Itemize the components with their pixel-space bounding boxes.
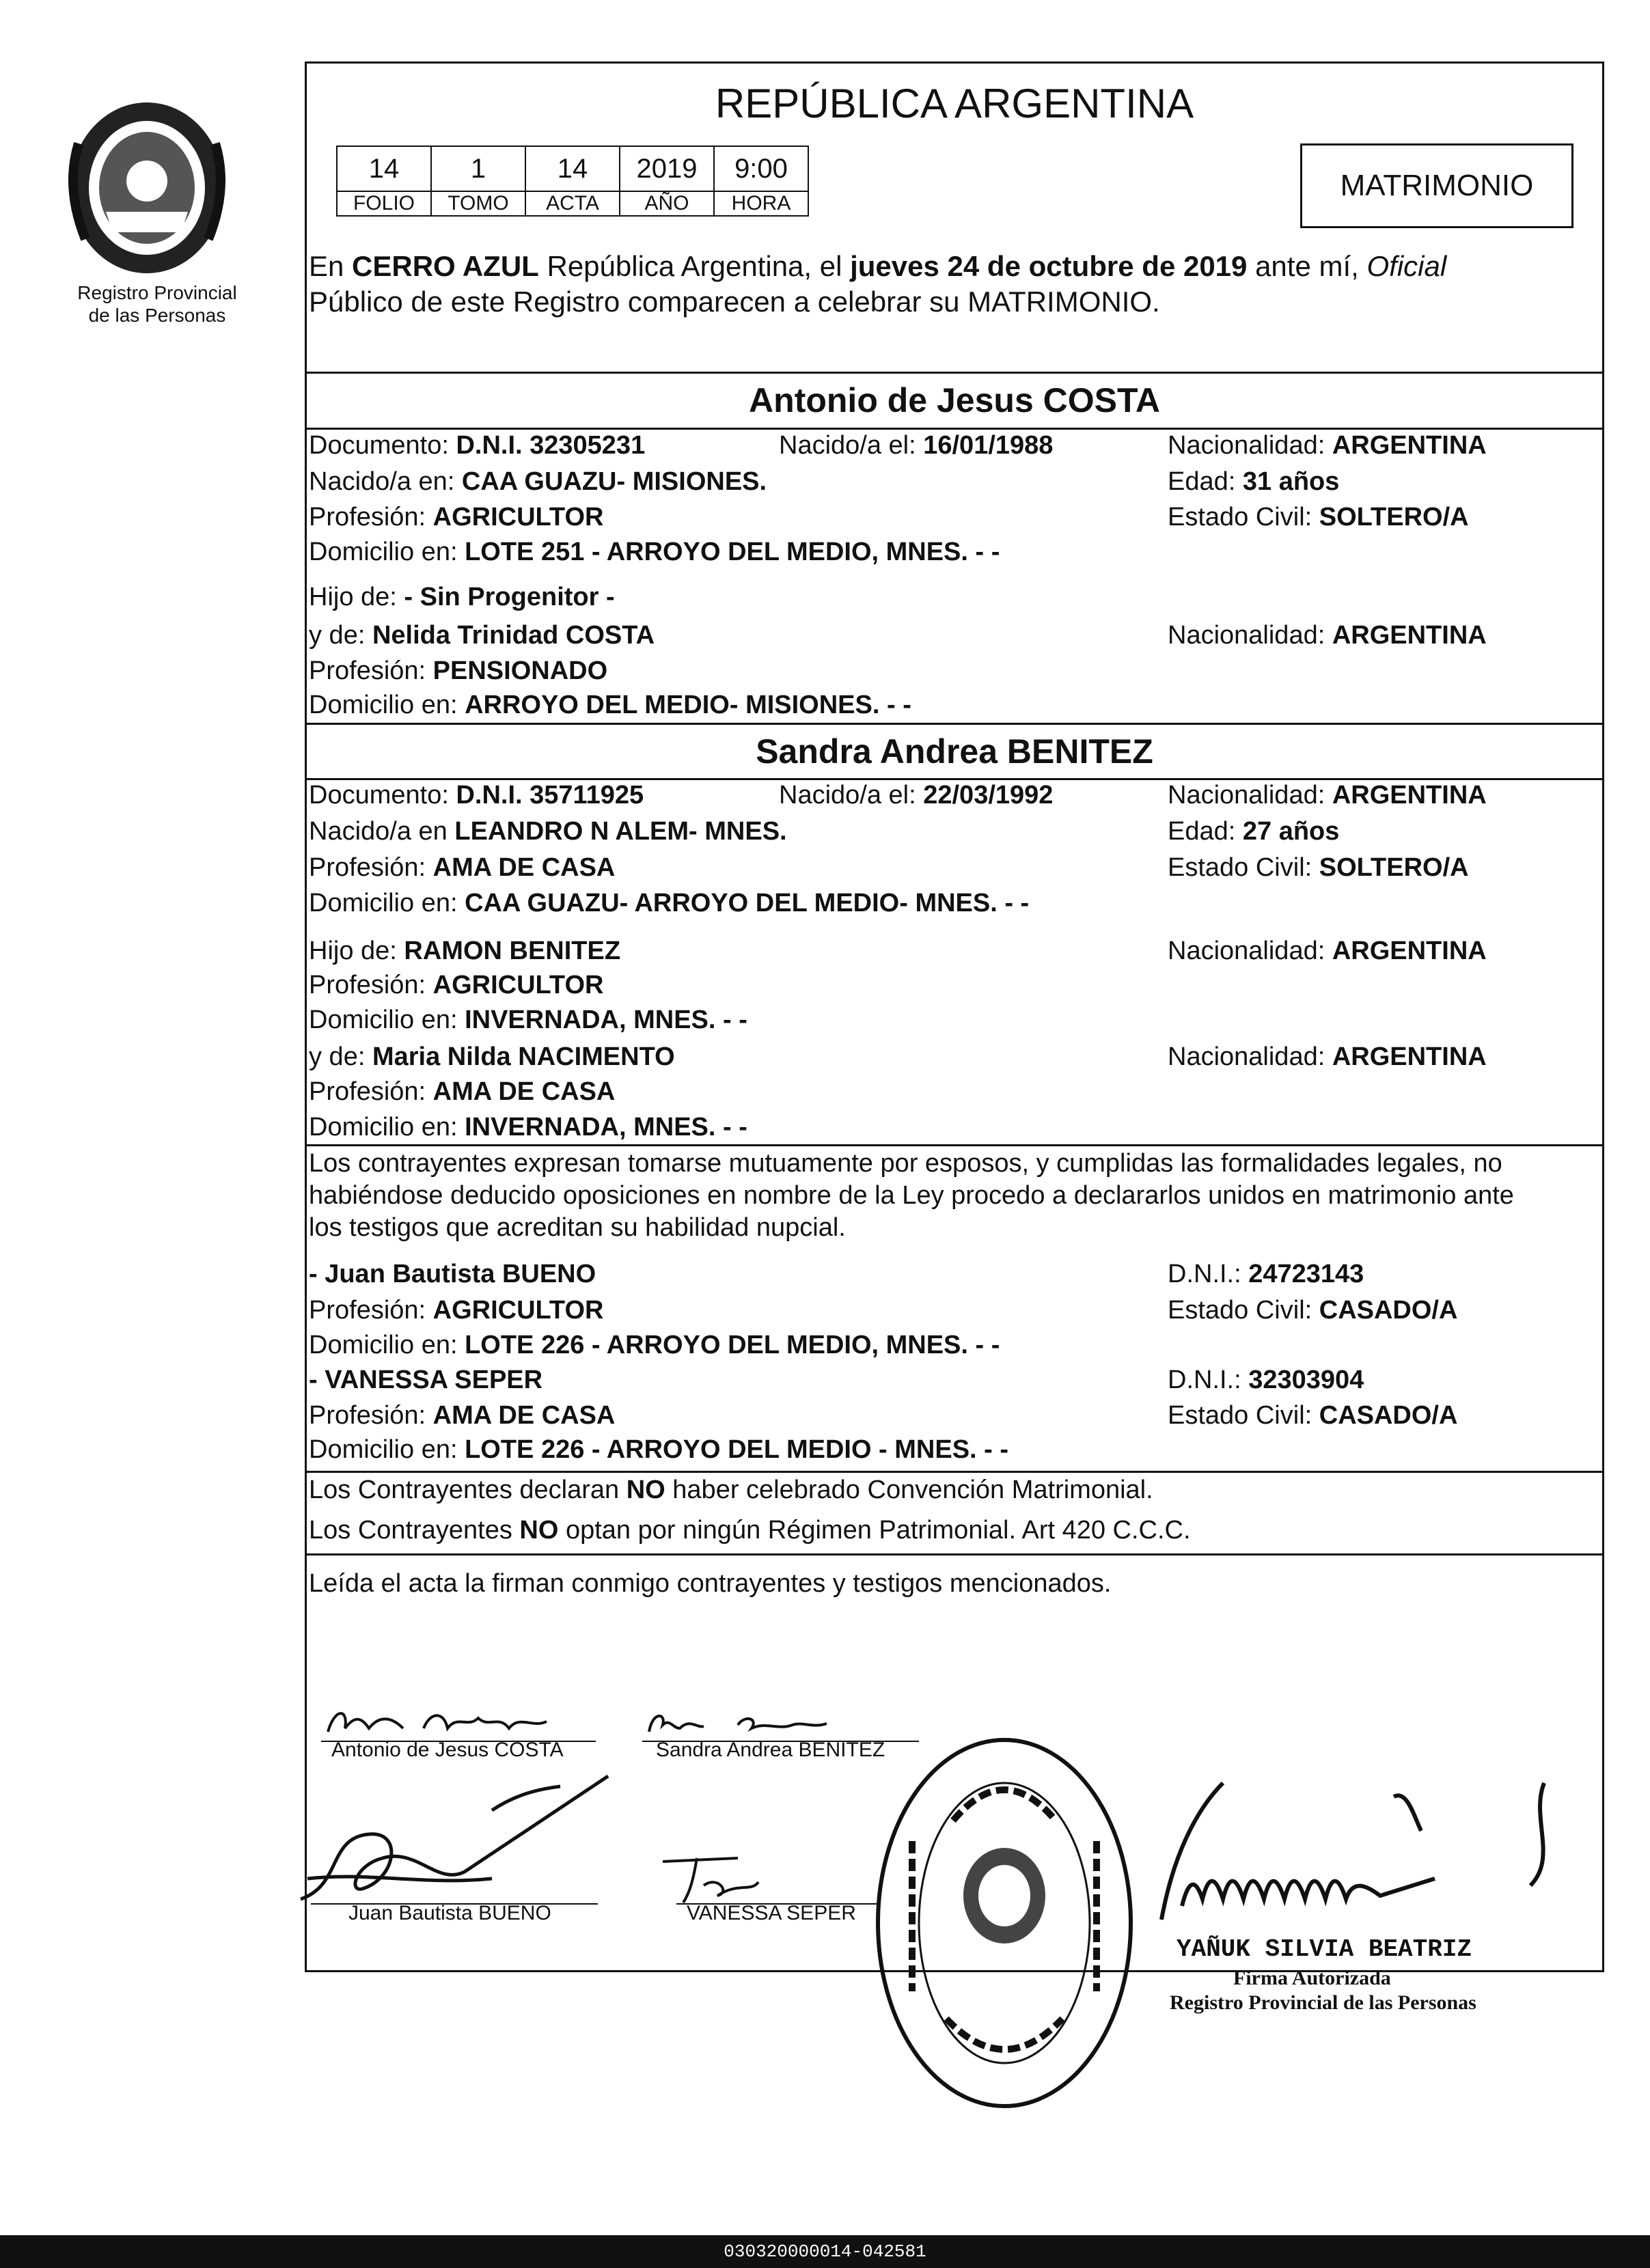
witness1-profession: [309, 1295, 603, 1325]
label: Nacido/a en: [309, 817, 455, 846]
value: AMA DE CASA: [432, 1077, 616, 1106]
spouse2-mother-address: [309, 1112, 747, 1142]
value: LOTE 226 - ARROYO DEL MEDIO, MNES. - -: [465, 1331, 1000, 1359]
value: RAMON BENITEZ: [404, 937, 621, 965]
intro-line1: [309, 249, 1446, 284]
divider: [305, 723, 1604, 725]
label: Domicilio en:: [309, 889, 465, 917]
label: Nacionalidad:: [1168, 431, 1332, 460]
spouse1-name: Antonio de Jesus COSTA: [749, 381, 1160, 419]
witness2-dni: [1168, 1365, 1364, 1395]
label: D.N.I.:: [1168, 1366, 1249, 1394]
label: y de:: [309, 621, 372, 650]
value: AMA DE CASA: [432, 1401, 616, 1430]
value: ARGENTINA: [1332, 937, 1487, 965]
value: INVERNADA, MNES. - -: [465, 1006, 747, 1034]
label: Profesión:: [309, 656, 433, 685]
label: Estado Civil:: [1168, 1401, 1319, 1430]
official-role: Firma Autorizada: [1233, 1967, 1391, 1989]
value: PENSIONADO: [432, 656, 608, 685]
intro-text: En: [309, 250, 353, 282]
divider: [305, 1553, 1604, 1555]
label: Hijo de:: [309, 937, 404, 965]
registry-seal-icon: [65, 96, 229, 280]
spouse2-father-nationality: [1168, 936, 1487, 966]
label: Estado Civil:: [1168, 1296, 1319, 1325]
label: Estado Civil:: [1168, 853, 1319, 882]
registry-caption-line2: de las Personas: [88, 305, 226, 326]
closing-statement: Leída el acta la firman conmigo contrayentes y testigos mencionados.: [309, 1569, 1112, 1598]
registry-caption-line1: Registro Provincial: [77, 282, 237, 303]
signature-official: [1148, 1776, 1585, 1933]
acta-label: ACTA: [525, 191, 620, 216]
acta-value: 14: [525, 146, 620, 191]
witness2-address: [309, 1435, 1008, 1465]
spouse1-mother-profession: [309, 656, 607, 686]
value: ARGENTINA: [1332, 781, 1487, 810]
label: Domicilio en:: [309, 1113, 465, 1142]
divider: [305, 1144, 1604, 1146]
signature-sandra: [642, 1704, 875, 1742]
witness1-name: - Juan Bautista BUENO: [309, 1260, 596, 1288]
spouse2-birthdate: [779, 780, 1053, 810]
spouse2-address: [309, 888, 1029, 918]
intro-place: CERRO AZUL: [352, 250, 539, 282]
value: ARGENTINA: [1332, 621, 1487, 650]
spouse2-mother: [309, 1042, 675, 1072]
spouse1-birthplace: [309, 467, 767, 497]
value: CASADO/A: [1319, 1401, 1458, 1430]
label: Domicilio en:: [309, 538, 465, 566]
value: D.N.I. 35711925: [456, 781, 644, 810]
value: LEANDRO N ALEM- MNES.: [454, 817, 787, 846]
label: Domicilio en:: [309, 1006, 465, 1034]
value: Nelida Trinidad COSTA: [372, 621, 655, 650]
folio-table: [336, 146, 809, 217]
label: Profesión:: [309, 1296, 433, 1325]
hora-label: HORA: [714, 191, 808, 216]
value: AMA DE CASA: [432, 853, 616, 882]
divider: [305, 1471, 1604, 1473]
value: 27 años: [1242, 817, 1340, 846]
official-stamp: [871, 1732, 1138, 2114]
intro-date: jueves 24 de octubre de 2019: [850, 250, 1248, 282]
spouse2-mother-profession: [309, 1077, 615, 1107]
spouse2-profession: [309, 853, 615, 883]
value: AGRICULTOR: [432, 1296, 604, 1325]
signature1-caption: Antonio de Jesus COSTA: [331, 1739, 564, 1761]
label: Nacionalidad:: [1168, 621, 1332, 650]
label: Estado Civil:: [1168, 503, 1319, 531]
intro-officer: Oficial: [1366, 250, 1447, 282]
intro-text: República Argentina, el: [538, 250, 851, 282]
spouse1-mother-nationality: [1168, 620, 1487, 650]
signature4-caption: VANESSA SEPER: [687, 1902, 856, 1924]
regime-line2: [309, 1515, 1191, 1545]
anio-label: AÑO: [620, 191, 714, 216]
anio-value: 2019: [620, 146, 714, 191]
label: Domicilio en:: [309, 1435, 465, 1464]
stamp-seal-icon: [871, 1732, 1138, 2114]
value: ARGENTINA: [1332, 1042, 1487, 1071]
folio-value: 14: [337, 146, 431, 191]
value: CAA GUAZU- ARROYO DEL MEDIO- MNES. - -: [465, 889, 1030, 917]
spouse1-mother-address: [309, 690, 911, 720]
label: Edad:: [1168, 817, 1243, 846]
folio-label: FOLIO: [337, 191, 431, 216]
label: Profesión:: [309, 1077, 433, 1106]
spouse1-documento: [309, 430, 645, 460]
spouse1-nationality: [1168, 430, 1487, 460]
value: CAA GUAZU- MISIONES.: [461, 467, 767, 496]
value: 24723143: [1248, 1260, 1364, 1288]
tomo-value: 1: [431, 146, 525, 191]
spouse2-age: [1168, 816, 1339, 846]
witness1-civil-status: [1168, 1295, 1457, 1325]
intro-text: ante mí,: [1247, 250, 1367, 282]
label: Nacionalidad:: [1168, 1042, 1332, 1071]
signature-antonio: [321, 1701, 594, 1742]
spouse2-nationality: [1168, 780, 1487, 810]
label: Profesión:: [309, 971, 433, 999]
tomo-label: TOMO: [431, 191, 525, 216]
label: Nacido/a el:: [779, 781, 924, 810]
label: Profesión:: [309, 503, 433, 531]
declaration-line1: Los contrayentes expresan tomarse mutuamente por esposos, y cumplidas las formalidades legales, no: [309, 1149, 1502, 1178]
spouse1-civil-status: [1168, 502, 1469, 532]
signature-bueno: [287, 1769, 615, 1906]
label: Nacionalidad:: [1168, 781, 1332, 810]
witness2-name: - VANESSA SEPER: [309, 1366, 543, 1394]
spouse1-profession: [309, 502, 603, 532]
official-org: Registro Provincial de las Personas: [1170, 1991, 1476, 2014]
value: 31 años: [1242, 467, 1340, 496]
text-emphasis: NO: [519, 1516, 559, 1545]
act-type-box: [1300, 143, 1573, 228]
value: Maria Nilda NACIMENTO: [372, 1042, 675, 1071]
label: Domicilio en:: [309, 1331, 465, 1359]
value: ARROYO DEL MEDIO- MISIONES. - -: [465, 691, 911, 719]
value: CASADO/A: [1319, 1296, 1458, 1325]
text-emphasis: NO: [626, 1476, 665, 1504]
value: 16/01/1988: [923, 431, 1054, 460]
declaration-line2: habiéndose deducido oposiciones en nombre de la Ley procedo a declararlos unidos en matrimonio ante: [309, 1181, 1514, 1210]
spouse2-birthplace: [309, 816, 787, 846]
signature3-caption: Juan Bautista BUENO: [348, 1902, 551, 1924]
signature-seper: [656, 1844, 793, 1906]
spouse1-father: [309, 582, 615, 612]
label: Nacionalidad:: [1168, 937, 1332, 965]
value: 22/03/1992: [923, 781, 1054, 810]
label: y de:: [309, 1042, 372, 1071]
value: - Sin Progenitor -: [404, 583, 615, 611]
divider: [305, 372, 1604, 374]
official-name: YAÑUK SILVIA BEATRIZ: [1177, 1935, 1472, 1963]
footer-code: 030320000014-042581: [0, 2235, 1650, 2268]
intro-line2: Público de este Registro comparecen a celebrar su MATRIMONIO.: [309, 286, 1160, 318]
spouse1-age: [1168, 467, 1339, 497]
witness1-address: [309, 1330, 1000, 1360]
label: Hijo de:: [309, 583, 404, 611]
signature2-caption: Sandra Andrea BENITEZ: [656, 1739, 885, 1761]
spouse1-address: [309, 537, 1000, 567]
witness2-profession: [309, 1400, 615, 1430]
registry-logo: [65, 96, 229, 280]
spouse2-name: Sandra Andrea BENITEZ: [756, 732, 1153, 771]
spouse2-father: [309, 936, 620, 966]
label: Profesión:: [309, 1401, 433, 1430]
label: Profesión:: [309, 853, 433, 882]
label: Domicilio en:: [309, 691, 465, 719]
spouse1-birthdate: [779, 430, 1053, 460]
label: Nacido/a el:: [779, 431, 924, 460]
label: Documento:: [309, 431, 456, 460]
spouse2-mother-nationality: [1168, 1042, 1487, 1072]
text: optan por ningún Régimen Patrimonial. Art 420 C.C.C.: [558, 1516, 1191, 1545]
value: D.N.I. 32305231: [456, 431, 646, 460]
page-title: REPÚBLICA ARGENTINA: [715, 81, 1194, 126]
value: AGRICULTOR: [432, 503, 604, 531]
spouse2-father-profession: [309, 970, 603, 1000]
regime-line1: [309, 1475, 1153, 1505]
witness1-dni: [1168, 1259, 1364, 1289]
declaration-line3: los testigos que acreditan su habilidad nupcial.: [309, 1213, 846, 1242]
text: haber celebrado Convención Matrimonial.: [665, 1476, 1153, 1504]
text: Los Contrayentes declaran: [309, 1476, 627, 1504]
spouse1-mother: [309, 620, 655, 650]
value: SOLTERO/A: [1319, 853, 1469, 882]
spouse2-civil-status: [1168, 853, 1469, 883]
value: ARGENTINA: [1332, 431, 1487, 460]
label: Edad:: [1168, 467, 1243, 496]
value: LOTE 226 - ARROYO DEL MEDIO - MNES. - -: [465, 1435, 1009, 1464]
value: SOLTERO/A: [1319, 503, 1469, 531]
label: D.N.I.:: [1168, 1260, 1249, 1288]
value: LOTE 251 - ARROYO DEL MEDIO, MNES. - -: [465, 538, 1000, 566]
label: Documento:: [309, 781, 456, 810]
value: AGRICULTOR: [432, 971, 604, 999]
spouse2-documento: [309, 780, 644, 810]
spouse2-father-address: [309, 1005, 747, 1035]
hora-value: 9:00: [714, 146, 808, 191]
witness2-civil-status: [1168, 1400, 1457, 1430]
text: Los Contrayentes: [309, 1516, 520, 1545]
value: 32303904: [1248, 1366, 1364, 1394]
act-type: MATRIMONIO: [1340, 169, 1534, 202]
label: Nacido/a en:: [309, 467, 462, 496]
divider: [305, 428, 1604, 430]
value: INVERNADA, MNES. - -: [465, 1113, 747, 1142]
